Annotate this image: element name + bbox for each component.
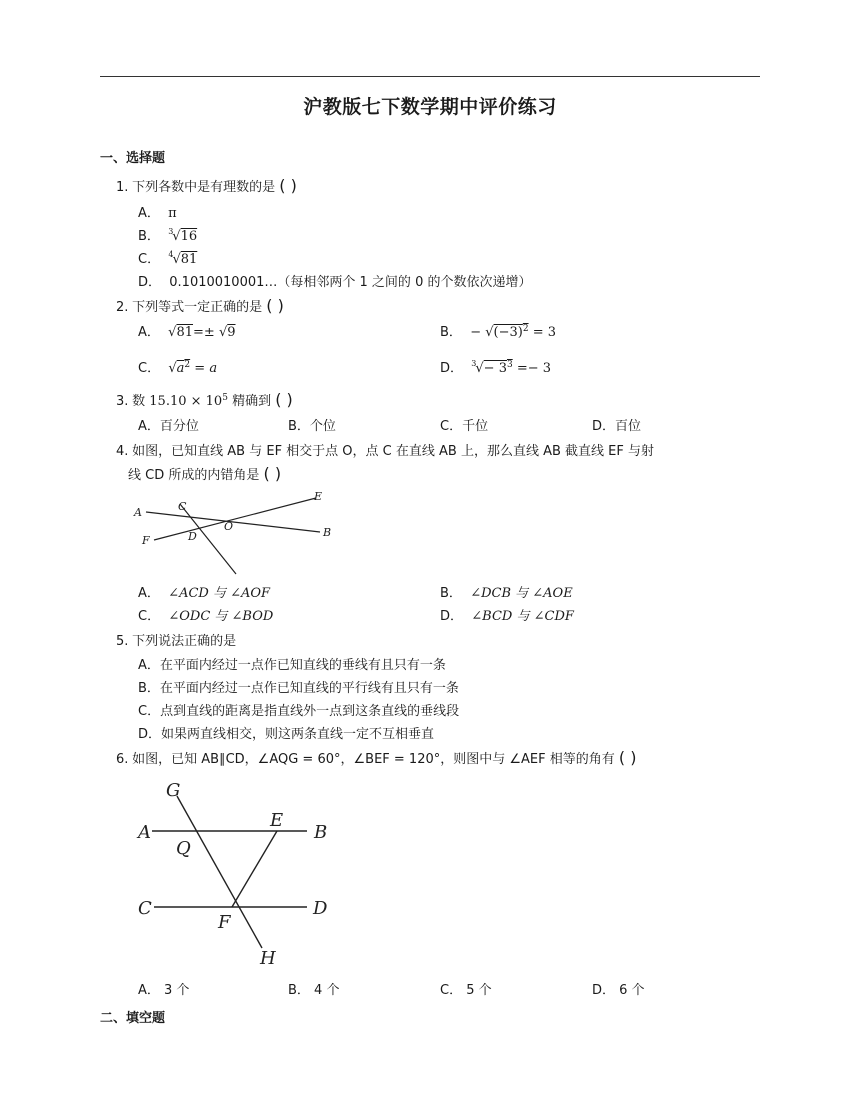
q4-option-b[interactable]: B． ∠DCB 与 ∠AOE [440,586,573,601]
page-title: 沪教版七下数学期中评价练习 [303,96,557,118]
answer-paren: ( ) [266,296,284,315]
q4-option-a[interactable]: A． ∠ACD 与 ∠AOF [138,586,271,601]
question-5: 5. 下列说法正确的是 [116,634,237,649]
label-b: B [323,526,332,539]
q6-option-c[interactable]: C． 5 个 [440,983,492,998]
q1-option-a[interactable]: A． π [138,206,177,221]
q6-figure [132,778,342,970]
q3-option-a[interactable]: A．百分位 [138,419,199,434]
question-4-line2: 线 CD 所成的内错角是 ( ) [128,464,282,483]
header-rule [100,76,760,77]
label-e: E [314,490,323,503]
section-heading-choice: 一、选择题 [100,151,166,166]
question-2: 2. 下列等式一定正确的是 ( ) [116,296,284,315]
question-6: 6. 如图，已知 AB∥CD，∠AQG = 60°，∠BEF = 120°，则图中与 ∠AEF 相等的角有 ( ) [116,748,637,767]
q5-option-d[interactable]: D．如果两直线相交，则这两条直线一定不互相垂直 [138,727,435,742]
label-e: E [270,810,284,831]
question-1: 1. 下列各数中是有理数的是 ( ) [116,176,297,195]
q3-option-d[interactable]: D．百位 [592,419,642,434]
q5-option-b[interactable]: B．在平面内经过一点作已知直线的平行线有且只有一条 [138,681,459,696]
line-ef [232,831,277,907]
q2-option-b[interactable]: B． − $√(-3)^2 = 3$ [440,324,556,340]
label-h: H [260,948,276,969]
label-a: A [134,506,142,519]
answer-paren: ( ) [618,748,637,767]
label-f: F [142,534,150,547]
q4-option-c[interactable]: C． ∠ODC 与 ∠BOD [138,609,274,624]
label-f: F [218,912,231,933]
answer-paren: ( ) [275,390,293,409]
label-c: C [178,500,187,513]
label-q: Q [176,838,191,859]
q6-option-a[interactable]: A． 3 个 [138,983,190,998]
question-4-line1: 4. 如图，已知直线 AB 与 EF 相交于点 O，点 C 在直线 AB 上，那么直线 AB 截直线 EF 与射 [116,444,654,459]
q5-option-c[interactable]: C．点到直线的距离是指直线外一点到这条直线的垂线段 [138,704,460,719]
q4-option-d[interactable]: D． ∠BCD 与 ∠CDF [440,609,574,624]
q2-option-c[interactable]: C． $√a^2 = a$ [138,360,218,376]
answer-paren: ( ) [279,176,297,195]
q4-figure [128,490,338,580]
q3-option-c[interactable]: C．千位 [440,419,489,434]
q6-option-d[interactable]: D． 6 个 [592,983,645,998]
q3-option-b[interactable]: B．个位 [288,419,336,434]
question-3: 3. 数 $15.10 \times 10^5$ 精确到 ( ) [116,390,293,409]
label-a: A [138,822,151,843]
section-heading-fill-blank: 二、填空题 [100,1011,166,1026]
q2-option-a[interactable]: A． √81=± √9 [138,325,236,340]
q6-option-b[interactable]: B． 4 个 [288,983,340,998]
q1-option-d[interactable]: D． 0.1010010001…（每相邻两个 1 之间的 0 的个数依次递增） [138,275,532,290]
answer-paren: ( ) [263,464,282,483]
q5-option-a[interactable]: A．在平面内经过一点作已知直线的垂线有且只有一条 [138,658,446,673]
label-g: G [166,780,181,801]
label-b: B [314,822,328,843]
label-d: D [313,898,328,919]
label-d: D [188,530,197,543]
q2-option-d[interactable]: D． $^3√- 3^3 =- 3$ [440,359,552,376]
q1-option-c[interactable]: C． $^4$√81 [138,250,198,267]
label-c: C [138,898,152,919]
label-o: O [224,520,234,533]
q1-option-b[interactable]: B． $^3$√16 [138,227,198,244]
